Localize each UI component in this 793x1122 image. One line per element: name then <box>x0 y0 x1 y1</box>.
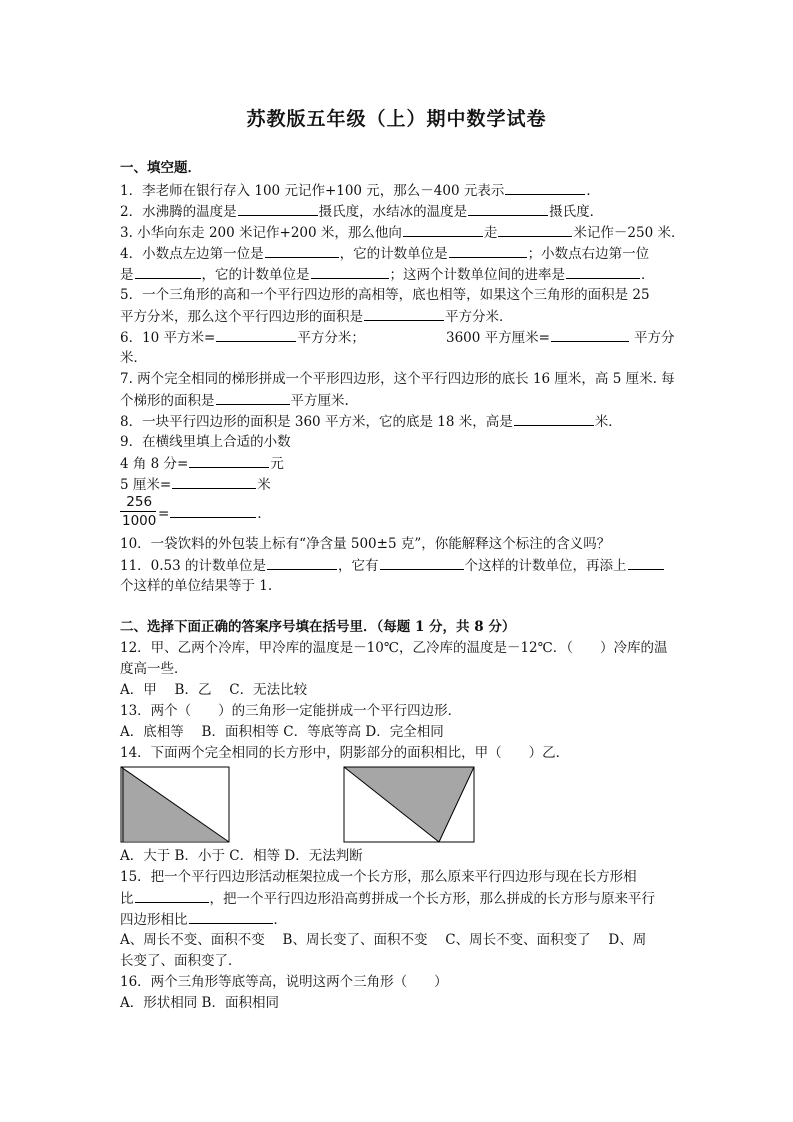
answer-blank[interactable] <box>468 203 548 216</box>
figure-rectangle-jia <box>120 766 230 844</box>
answer-blank[interactable] <box>135 890 209 903</box>
answer-blank[interactable] <box>311 266 389 279</box>
question-7-line-2: 个梯形的面积是 平方厘米. <box>120 393 349 409</box>
question-6-right: 3600 平方厘米= 平方分 <box>446 330 675 346</box>
figure-rectangle-yi <box>343 766 475 844</box>
question-15-options-1: A、周长不变、面积不变 B、周长变了、面积不变 C、周长不变、面积变了 D、周 <box>120 932 647 948</box>
question-9-c: = ． <box>158 506 271 522</box>
question-16-options: A．形状相同 B．面积相同 <box>120 995 279 1011</box>
answer-blank[interactable] <box>566 266 640 279</box>
question-2: 2．水沸腾的温度是 摄氏度，水结冰的温度是 摄氏度． <box>120 204 604 220</box>
fraction-denominator: 1000 <box>122 513 157 529</box>
answer-blank[interactable] <box>380 557 464 570</box>
section-1-heading: 一、填空题． <box>120 160 201 176</box>
answer-blank[interactable] <box>172 476 256 489</box>
answer-blank[interactable] <box>505 182 585 195</box>
question-9-stem: 9．在横线里填上合适的小数 <box>120 434 291 450</box>
answer-blank[interactable] <box>189 455 269 468</box>
question-14-stem: 14．下面两个完全相同的长方形中，阴影部分的面积相比，甲（ ）乙． <box>120 745 570 761</box>
question-15-line-3: 四边形相比 ． <box>120 912 287 928</box>
answer-blank[interactable] <box>267 557 337 570</box>
question-15-line-2: 比 ，把一个平行四边形沿高剪拼成一个长方形，那么拼成的长方形与原来平行 <box>120 891 655 907</box>
answer-blank[interactable] <box>189 911 273 924</box>
answer-blank[interactable] <box>265 245 339 258</box>
answer-blank[interactable] <box>364 308 444 321</box>
answer-blank[interactable] <box>498 224 572 237</box>
question-4-line-2: 是 ，它的计数单位是 ；这两个计数单位间的进率是 ． <box>120 267 655 283</box>
question-13-stem: 13．两个（ ）的三角形一定能拼成一个平行四边形． <box>120 703 462 719</box>
question-6: 6．10 平方米= 平方分米； <box>120 330 365 346</box>
answer-blank[interactable] <box>170 505 256 518</box>
answer-blank[interactable] <box>628 557 664 570</box>
question-15-line-1: 15．把一个平行四边形活动框架拉成一个长方形，那么原来平行四边形与现在长方形相 <box>120 869 637 885</box>
question-5-line-1: 5．一个三角形的高和一个平行四边形的高相等，底也相等，如果这个三角形的面积是 25 <box>120 287 650 303</box>
fraction-bar <box>120 511 156 512</box>
question-16-stem: 16．两个三角形等底等高，说明这两个三角形（ ） <box>120 974 448 990</box>
section-2-heading: 二、选择下面正确的答案序号填在括号里．（每题 1 分，共 8 分） <box>120 619 516 635</box>
question-9-a: 4 角 8 分= 元 <box>120 456 284 472</box>
question-9-fraction <box>120 494 158 529</box>
answer-blank[interactable] <box>449 245 527 258</box>
question-15-options-2: 长变了、面积变了． <box>120 953 242 969</box>
question-9-b: 5 厘米= 米 <box>120 477 271 493</box>
question-3: 3. 小华向东走 200 米记作+200 米，那么他向 走 米记作－250 米． <box>120 225 685 241</box>
question-12-line-1: 12．甲、乙两个冷库，甲冷库的温度是－10℃，乙冷库的温度是－12℃．（ ）冷库的温 <box>120 640 668 656</box>
answer-blank[interactable] <box>135 266 201 279</box>
question-1: 1．李老师在银行存入 100 元记作+100 元，那么－400 元表示 ． <box>120 183 600 199</box>
question-5-line-2: 平方分米，那么这个平行四边形的面积是 平方分米． <box>120 309 513 325</box>
question-14-options: A．大于 B．小于 C．相等 D．无法判断 <box>120 848 363 864</box>
question-7-line-1: 7. 两个完全相同的梯形拼成一个平形四边形，这个平行四边形的底长 16 厘米，高 5 厘米. 每 <box>120 371 675 387</box>
question-11-line-2: 个这样的单位结果等于 1. <box>120 578 273 594</box>
question-12-options: A．甲 B．乙 C．无法比较 <box>120 682 308 698</box>
question-13-options: A．底相等 B．面积相等 C．等底等高 D．完全相同 <box>120 724 444 740</box>
answer-blank[interactable] <box>238 203 318 216</box>
answer-blank[interactable] <box>216 329 296 342</box>
question-10: 10．一袋饮料的外包装上标有“净含量 500±5 克”，你能解释这个标注的含义吗？ <box>120 536 611 552</box>
question-12-line-2: 度高一些． <box>120 661 188 677</box>
question-11-line-1: 11．0.53 的计数单位是 ，它有 个这样的计数单位，再添上 <box>120 557 680 574</box>
fraction-numerator: 256 <box>126 494 153 510</box>
question-8: 8．一块平行四边形的面积是 360 平方米，它的底是 18 米，高是 米． <box>120 414 622 430</box>
shaded-triangle-yi <box>344 767 474 842</box>
question-4-line-1: 4．小数点左边第一位是 ，它的计数单位是 ；小数点右边第一位 <box>120 246 650 262</box>
answer-blank[interactable] <box>403 224 483 237</box>
answer-blank[interactable] <box>551 329 629 342</box>
page-title: 苏教版五年级（上）期中数学试卷 <box>246 108 547 130</box>
question-6-tail: 米． <box>120 350 147 366</box>
answer-blank[interactable] <box>216 392 290 405</box>
answer-blank[interactable] <box>514 413 594 426</box>
